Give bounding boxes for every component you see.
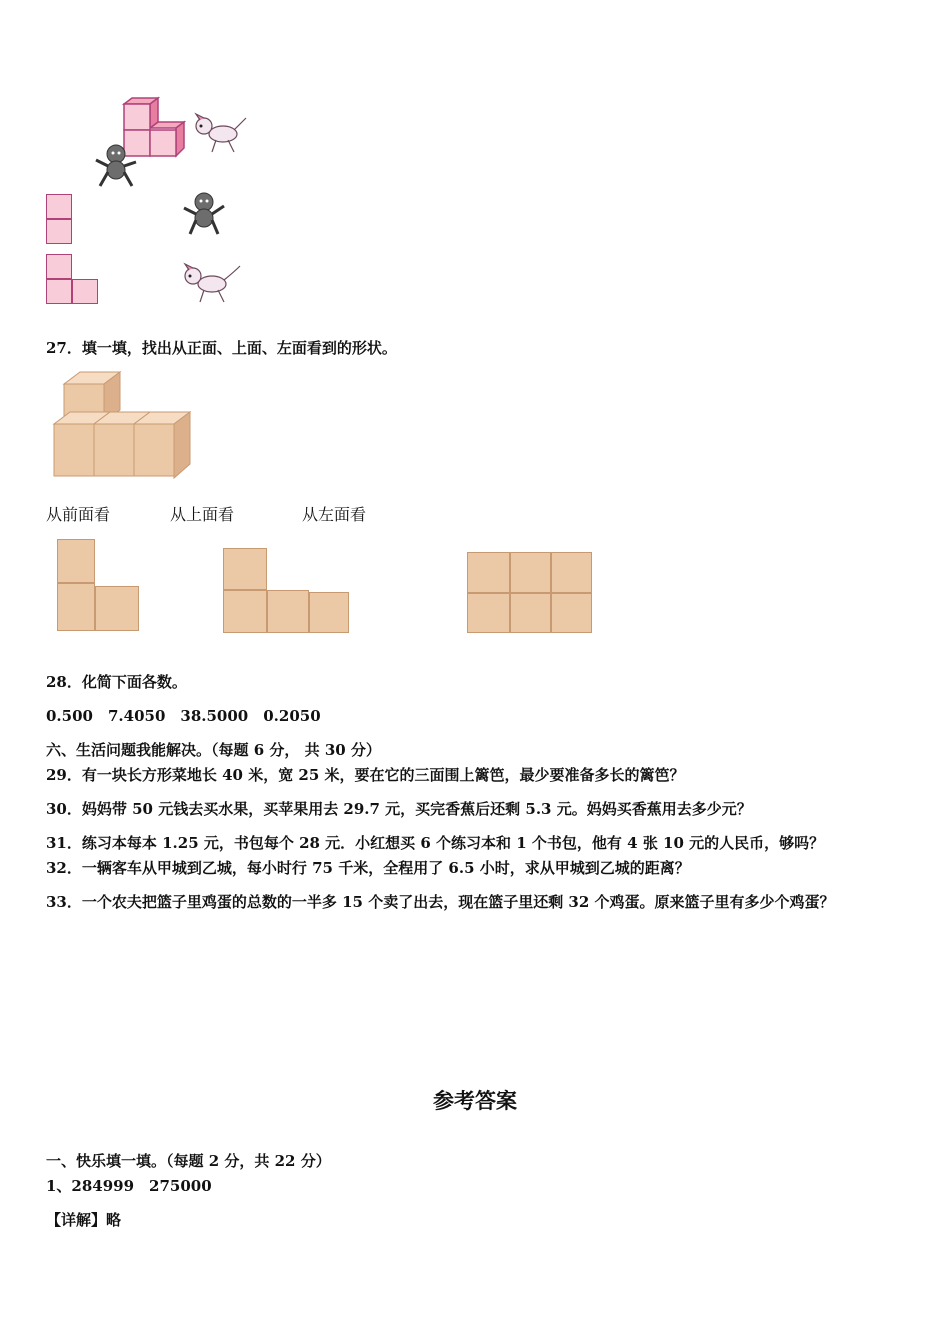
answer-detail: 【详解】略 xyxy=(46,1211,122,1229)
view-square xyxy=(57,539,95,583)
question-28-numbers: 0.500 7.4050 38.5000 0.2050 xyxy=(46,707,321,725)
question-28: 28．化简下面各数。 xyxy=(46,673,187,691)
question-29: 29．有一块长方形菜地长 40 米，宽 25 米，要在它的三面围上篱笆，最少要准备多长的篱笆？ xyxy=(46,766,685,784)
view-square xyxy=(551,552,592,593)
view-square xyxy=(46,194,72,219)
view-square xyxy=(46,219,72,244)
view-square xyxy=(223,548,267,590)
tan-cube-solid xyxy=(48,370,204,480)
label-top-view: 从上面看 xyxy=(170,505,235,524)
answer-1: 1、284999 275000 xyxy=(46,1177,212,1195)
view-square xyxy=(551,593,592,633)
view-square xyxy=(309,592,349,633)
dog-icon xyxy=(190,112,248,156)
view-square xyxy=(46,279,72,304)
monkey-icon xyxy=(92,142,140,188)
dog-icon xyxy=(180,262,242,304)
answer-section-1: 一、快乐填一填。（每题 2 分，共 22 分） xyxy=(46,1152,331,1170)
answer-key-title: 参考答案 xyxy=(433,1088,517,1113)
question-30: 30．妈妈带 50 元钱去买水果，买苹果用去 29.7 元，买完香蕉后还剩 5.3 元。妈妈买香蕉用去多少元？ xyxy=(46,800,752,818)
monkey-icon xyxy=(180,190,228,236)
question-27: 27．填一填，找出从正面、上面、左面看到的形状。 xyxy=(46,339,397,357)
view-square xyxy=(46,254,72,279)
view-square xyxy=(223,590,267,633)
view-square xyxy=(467,552,510,593)
question-33: 33．一个农夫把篮子里鸡蛋的总数的一半多 15 个卖了出去，现在篮子里还剩 32 个鸡蛋。原来篮子里有多少个鸡蛋？ xyxy=(46,893,835,911)
view-square xyxy=(95,586,139,631)
view-square xyxy=(72,279,98,304)
section-6-heading: 六、生活问题我能解决。（每题 6 分， 共 30 分） xyxy=(46,741,381,759)
view-square xyxy=(510,552,551,593)
view-square xyxy=(267,590,309,633)
question-32: 32．一辆客车从甲城到乙城，每小时行 75 千米，全程用了 6.5 小时，求从甲城到乙城的距离？ xyxy=(46,859,690,877)
view-square xyxy=(510,593,551,633)
question-31: 31．练习本每本 1.25 元，书包每个 28 元．小红想买 6 个练习本和 1 个书包，他有 4 张 10 元的人民币，够吗？ xyxy=(46,834,825,852)
label-front-view: 从前面看 xyxy=(46,505,111,524)
view-square xyxy=(467,593,510,633)
view-square xyxy=(57,583,95,631)
label-left-view: 从左面看 xyxy=(302,505,367,524)
